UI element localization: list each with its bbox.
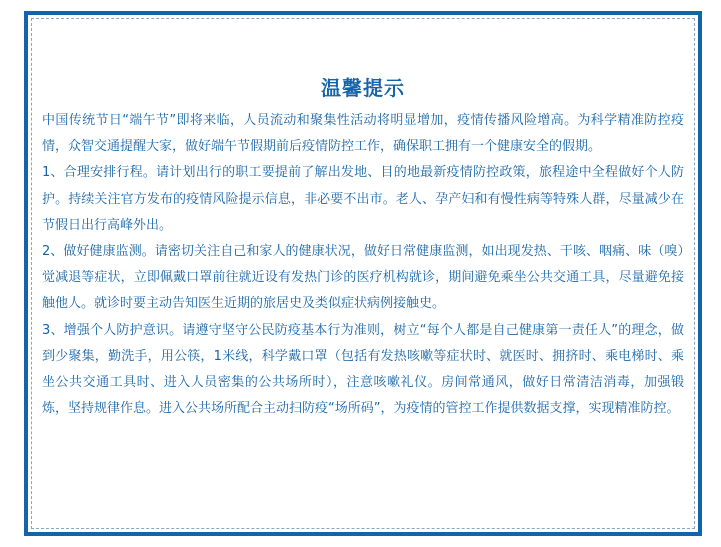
intro-paragraph: 中国传统节日“端午节”即将来临，人员流动和聚集性活动将明显增加，疫情传播风险增高。为科学精准防控疫情，众智交通提醒大家，做好端午节假期前后疫情防控工作，确保职工拥有一个健康安全的假期。	[42, 113, 684, 155]
notice-frame	[24, 11, 702, 536]
item-health-monitoring: 2、做好健康监测。请密切关注自己和家人的健康状况，做好日常健康监测，如出现发热、干咳、咽痛、味（嗅）觉减退等症状，立即佩戴口罩前往就近设有发热门诊的医疗机构就诊，期间避免乘坐公共交通工具，尽量避免接触他人。就诊时要主动告知医生近期的旅居史及类似症状病例接触史。	[42, 244, 684, 312]
notice-title: 温馨提示	[321, 76, 405, 100]
notice-content	[42, 108, 684, 422]
notice-inner-border	[31, 18, 695, 529]
item-personal-protection: 3、增强个人防护意识。请遵守坚守公民防疫基本行为准则，树立“每个人都是自己健康第一责任人”的理念，做到少聚集，勤洗手，用公筷，1米线，科学戴口罩（包括有发热咳嗽等症状时、就医时、拥挤时、乘电梯时、乘坐公共交通工具时、进入人员密集的公共场所时），注意咳嗽礼仪。房间常通风，做好日常清洁消毒，加强锻炼，坚持规律作息。进入公共场所配合主动扫防疫“场所码”，为疫情的管控工作提供数据支撑，实现精准防控。	[42, 322, 684, 417]
item-travel-plan: 1、合理安排行程。请计划出行的职工要提前了解出发地、目的地最新疫情防控政策，旅程途中全程做好个人防护。持续关注官方发布的疫情风险提示信息，非必要不出市。老人、孕产妇和有慢性病等特殊人群，尽量减少在节假日出行高峰外出。	[42, 165, 684, 233]
